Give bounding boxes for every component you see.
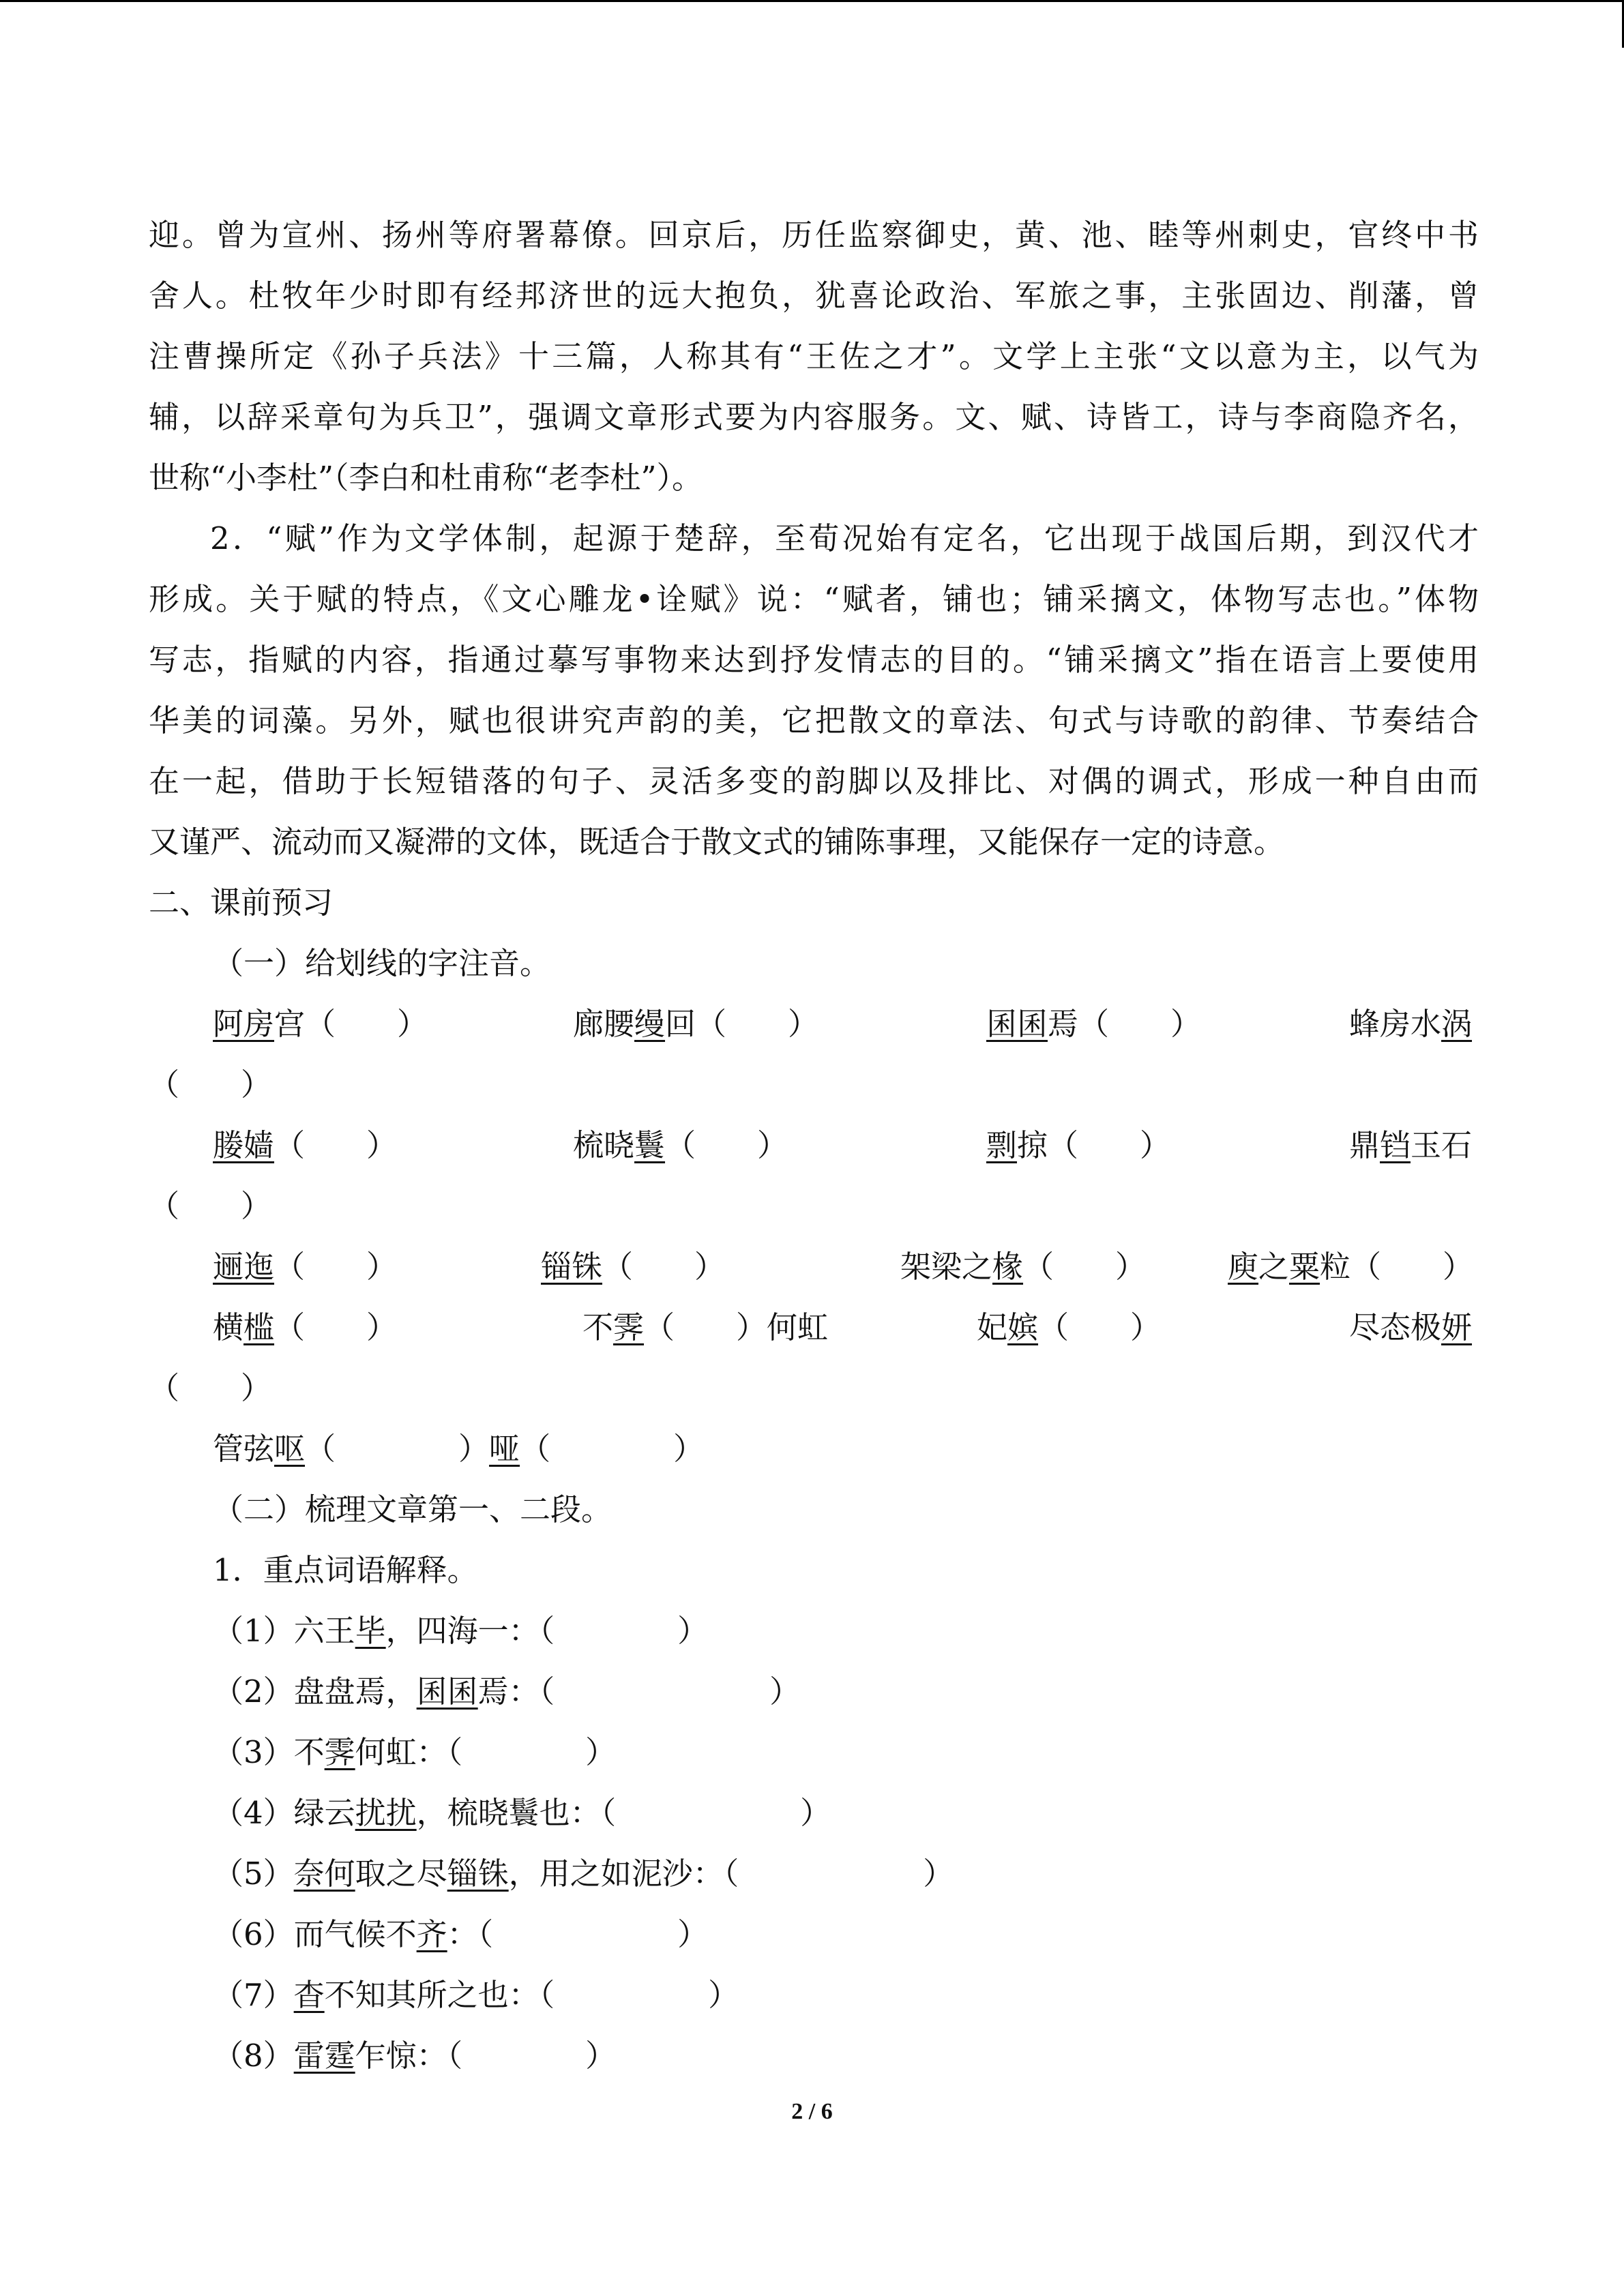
pinyin-item: 廊腰缦回（ ） — [573, 1006, 819, 1042]
pinyin-item: 妃嫔（ ） — [977, 1309, 1162, 1345]
question-title: 1．重点词语解释。 — [213, 1552, 478, 1588]
pinyin-item: 横槛（ ） — [213, 1309, 398, 1345]
vocab-item: （8）雷霆乍惊：（ ） — [213, 2038, 617, 2074]
text-line: 注曹操所定《孙子兵法》十三篇，人称其有“王佐之才”。文学上主张“文以意为主，以气为 — [149, 338, 1479, 374]
pinyin-item: 阿房宫（ ） — [213, 1006, 428, 1042]
pinyin-item: 剽掠（ ） — [986, 1127, 1171, 1163]
document-page — [149, 205, 1479, 2086]
pinyin-item: 逦迤（ ） — [213, 1249, 398, 1285]
answer-blank[interactable]: （ ） — [149, 1067, 272, 1103]
pinyin-row — [149, 994, 1479, 1054]
text-line: 世称“小李杜”（李白和杜甫称“老李杜”）。 — [149, 460, 703, 496]
section-title: 二、课前预习 — [149, 884, 334, 921]
subsection-title: （二）梳理文章第一、二段。 — [213, 1491, 612, 1527]
answer-blank[interactable]: （ ） — [149, 1188, 272, 1224]
pinyin-row — [149, 1236, 1479, 1297]
pinyin-item: 管弦呕（ ）哑（ ） — [213, 1431, 705, 1467]
vocab-list — [149, 1600, 1479, 2086]
subsection-title: （一）给划线的字注音。 — [213, 945, 551, 981]
text-line: 在一起，借助于长短错落的句子、灵活多变的韵脚以及排比、对偶的调式，形成一种自由而 — [149, 763, 1479, 799]
pinyin-row — [149, 1115, 1479, 1176]
vocab-item: （5）奈何取之尽锱铢，用之如泥沙：（ ） — [213, 1855, 954, 1892]
pinyin-item: 鼎铛玉石 — [1349, 1127, 1473, 1163]
vocab-item: （2）盘盘焉，囷囷焉：（ ） — [213, 1673, 801, 1710]
answer-blank[interactable]: （ ） — [149, 1370, 272, 1406]
vocab-item: （4）绿云扰扰，梳晓鬟也：（ ） — [213, 1795, 831, 1831]
text-line: 舍人。杜牧年少时即有经邦济世的远大抱负，犹喜论政治、军旅之事，主张固边、削藩，曾 — [149, 278, 1479, 314]
pinyin-item: 庾之粟粒（ ） — [1228, 1249, 1474, 1285]
text-line: 又谨严、流动而又凝滞的文体，既适合于散文式的铺陈事理，又能保存一定的诗意。 — [149, 824, 1285, 860]
text-line: 写志，指赋的内容，指通过摹写事物来达到抒发情志的目的。“铺采摛文”指在语言上要使用 — [149, 642, 1479, 678]
pinyin-item: 锱铢（ ） — [541, 1249, 726, 1285]
text-line: 华美的词藻。另外，赋也很讲究声韵的美，它把散文的章法、句式与诗歌的韵律、节奏结合 — [149, 702, 1479, 739]
text-line: 迎。曾为宣州、扬州等府署幕僚。回京后，历任监察御史，黄、池、睦等州刺史，官终中书 — [149, 217, 1479, 253]
text-line: 形成。关于赋的特点，《文心雕龙•诠赋》说：“赋者，铺也；铺采摛文，体物写志也。”体物 — [149, 581, 1479, 617]
vocab-item: （6）而气候不齐：（ ） — [213, 1916, 709, 1952]
pinyin-item: 蜂房水涡 — [1349, 1006, 1473, 1042]
text-line: 2．“赋”作为文学体制，起源于楚辞，至荀况始有定名，它出现于战国后期，到汉代才 — [210, 520, 1479, 556]
pinyin-item: 梳晓鬟（ ） — [573, 1127, 788, 1163]
vocab-item: （3）不霁何虹：（ ） — [213, 1734, 617, 1770]
pinyin-item: 媵嫱（ ） — [213, 1127, 398, 1163]
text-line: 辅，以辞采章句为兵卫”，强调文章形式要为内容服务。文、赋、诗皆工，诗与李商隐齐名， — [149, 399, 1479, 435]
pinyin-row — [149, 1418, 1479, 1479]
intro-paragraph — [149, 205, 1479, 508]
vocab-item: （1）六王毕，四海一：（ ） — [213, 1613, 709, 1649]
pinyin-item: 尽态极妍 — [1349, 1309, 1473, 1345]
fu-paragraph — [149, 508, 1479, 872]
pinyin-item: 囷囷焉（ ） — [986, 1006, 1202, 1042]
top-border-line — [0, 0, 1624, 2]
page-number: 2 / 6 — [791, 2099, 833, 2124]
pinyin-item: 架梁之椽（ ） — [900, 1249, 1147, 1285]
pinyin-item: 不霁（ ）何虹 — [582, 1309, 829, 1345]
vocab-item: （7）杳不知其所之也：（ ） — [213, 1977, 739, 2013]
pinyin-row — [149, 1297, 1479, 1358]
